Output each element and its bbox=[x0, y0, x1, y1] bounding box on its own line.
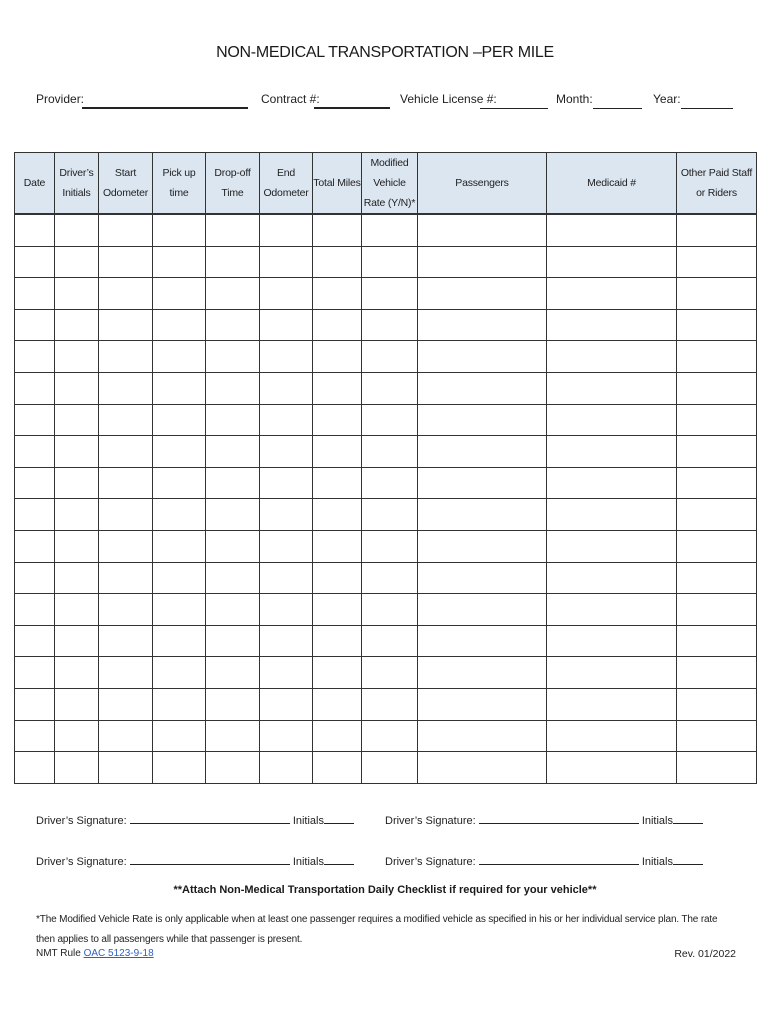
table-cell[interactable] bbox=[313, 625, 362, 657]
table-cell[interactable] bbox=[677, 372, 757, 404]
table-cell[interactable] bbox=[313, 372, 362, 404]
table-cell[interactable] bbox=[15, 562, 55, 594]
table-cell[interactable] bbox=[206, 309, 260, 341]
table-cell[interactable] bbox=[206, 246, 260, 278]
table-cell[interactable] bbox=[677, 246, 757, 278]
year-field[interactable] bbox=[681, 108, 733, 109]
table-cell[interactable] bbox=[153, 499, 206, 531]
provider-field[interactable] bbox=[82, 107, 248, 109]
table-cell[interactable] bbox=[313, 499, 362, 531]
table-cell[interactable] bbox=[677, 404, 757, 436]
table-cell[interactable] bbox=[418, 530, 547, 562]
table-cell[interactable] bbox=[206, 752, 260, 784]
table-cell[interactable] bbox=[153, 278, 206, 310]
table-cell[interactable] bbox=[15, 467, 55, 499]
table-cell[interactable] bbox=[15, 752, 55, 784]
table-cell[interactable] bbox=[99, 530, 153, 562]
table-cell[interactable] bbox=[313, 214, 362, 246]
column-header-passengers: Passengers bbox=[418, 153, 547, 215]
column-header-medicaid-number: Medicaid # bbox=[547, 153, 677, 215]
table-cell[interactable] bbox=[206, 372, 260, 404]
table-cell[interactable] bbox=[55, 341, 99, 373]
table-cell[interactable] bbox=[206, 562, 260, 594]
table-cell[interactable] bbox=[418, 499, 547, 531]
table-cell[interactable] bbox=[99, 688, 153, 720]
table-cell[interactable] bbox=[15, 625, 55, 657]
table-cell[interactable] bbox=[206, 278, 260, 310]
table-cell[interactable] bbox=[418, 214, 547, 246]
table-cell[interactable] bbox=[313, 657, 362, 689]
form-header-fields bbox=[0, 92, 770, 112]
table-cell[interactable] bbox=[362, 688, 418, 720]
table-cell[interactable] bbox=[55, 499, 99, 531]
table-cell[interactable] bbox=[260, 341, 313, 373]
table-cell[interactable] bbox=[313, 246, 362, 278]
table-cell[interactable] bbox=[677, 278, 757, 310]
table-cell[interactable] bbox=[260, 404, 313, 436]
year-label: Year: bbox=[653, 92, 681, 106]
table-cell[interactable] bbox=[677, 309, 757, 341]
table-cell[interactable] bbox=[547, 594, 677, 626]
trip-log-table bbox=[14, 152, 757, 784]
driver-signature-row-1-right bbox=[385, 813, 703, 827]
table-cell[interactable] bbox=[153, 657, 206, 689]
table-cell[interactable] bbox=[547, 214, 677, 246]
table-cell[interactable] bbox=[55, 404, 99, 436]
table-cell[interactable] bbox=[362, 752, 418, 784]
table-cell[interactable] bbox=[99, 467, 153, 499]
table-cell[interactable] bbox=[206, 341, 260, 373]
month-field[interactable] bbox=[593, 108, 642, 109]
column-header-end-odometer: End Odometer bbox=[260, 153, 313, 215]
table-cell[interactable] bbox=[206, 404, 260, 436]
table-cell[interactable] bbox=[362, 657, 418, 689]
table-cell[interactable] bbox=[677, 594, 757, 626]
driver-signature-row-2-left bbox=[36, 854, 354, 868]
table-header bbox=[15, 153, 757, 215]
table-cell[interactable] bbox=[547, 309, 677, 341]
table-cell[interactable] bbox=[362, 246, 418, 278]
table-cell[interactable] bbox=[55, 594, 99, 626]
initials-label: Initials bbox=[292, 815, 324, 827]
table-cell[interactable] bbox=[260, 530, 313, 562]
table-cell[interactable] bbox=[677, 657, 757, 689]
table-cell[interactable] bbox=[153, 530, 206, 562]
table-cell[interactable] bbox=[55, 372, 99, 404]
table-cell[interactable] bbox=[15, 309, 55, 341]
table-cell[interactable] bbox=[55, 214, 99, 246]
table-cell[interactable] bbox=[260, 467, 313, 499]
table-row bbox=[15, 436, 757, 468]
table-cell[interactable] bbox=[547, 530, 677, 562]
table-cell[interactable] bbox=[99, 752, 153, 784]
table-cell[interactable] bbox=[547, 657, 677, 689]
table-cell[interactable] bbox=[153, 562, 206, 594]
table-cell[interactable] bbox=[313, 752, 362, 784]
column-header-other-paid-staff: Other Paid Staff or Riders bbox=[677, 153, 757, 215]
table-cell[interactable] bbox=[547, 499, 677, 531]
table-cell[interactable] bbox=[99, 562, 153, 594]
table-cell[interactable] bbox=[677, 625, 757, 657]
table-cell[interactable] bbox=[418, 436, 547, 468]
table-cell[interactable] bbox=[260, 752, 313, 784]
table-cell[interactable] bbox=[362, 499, 418, 531]
table-cell[interactable] bbox=[55, 309, 99, 341]
table-cell[interactable] bbox=[99, 246, 153, 278]
table-cell[interactable] bbox=[55, 436, 99, 468]
driver-signature-field[interactable] bbox=[479, 854, 639, 865]
table-cell[interactable] bbox=[15, 688, 55, 720]
table-cell[interactable] bbox=[153, 625, 206, 657]
table-cell[interactable] bbox=[313, 404, 362, 436]
table-cell[interactable] bbox=[418, 341, 547, 373]
table-cell[interactable] bbox=[153, 436, 206, 468]
table-cell[interactable] bbox=[677, 720, 757, 752]
table-cell[interactable] bbox=[547, 720, 677, 752]
table-cell[interactable] bbox=[153, 214, 206, 246]
table-cell[interactable] bbox=[15, 372, 55, 404]
column-header-modified-vehicle-rate: Modified Vehicle Rate (Y/N)* bbox=[362, 153, 418, 215]
table-cell[interactable] bbox=[418, 404, 547, 436]
driver-signature-field[interactable] bbox=[479, 813, 639, 824]
table-cell[interactable] bbox=[313, 594, 362, 626]
table-cell[interactable] bbox=[55, 657, 99, 689]
table-cell[interactable] bbox=[99, 214, 153, 246]
table-cell[interactable] bbox=[677, 436, 757, 468]
table-cell[interactable] bbox=[418, 594, 547, 626]
table-cell[interactable] bbox=[260, 436, 313, 468]
table-row bbox=[15, 720, 757, 752]
table-cell[interactable] bbox=[55, 562, 99, 594]
table-cell[interactable] bbox=[55, 752, 99, 784]
table-cell[interactable] bbox=[260, 372, 313, 404]
table-cell[interactable] bbox=[313, 562, 362, 594]
initials-label: Initials bbox=[641, 815, 673, 827]
table-cell[interactable] bbox=[206, 625, 260, 657]
table-cell[interactable] bbox=[153, 309, 206, 341]
driver-signature-row-1-left bbox=[36, 813, 354, 827]
oac-rule-link[interactable]: OAC 5123-9-18 bbox=[83, 948, 154, 959]
driver-signature-field[interactable] bbox=[130, 854, 290, 865]
contract-field[interactable] bbox=[314, 107, 390, 109]
table-cell[interactable] bbox=[206, 214, 260, 246]
table-row bbox=[15, 246, 757, 278]
table-cell[interactable] bbox=[362, 436, 418, 468]
table-cell[interactable] bbox=[99, 404, 153, 436]
table-cell[interactable] bbox=[206, 720, 260, 752]
table-cell[interactable] bbox=[677, 467, 757, 499]
table-cell[interactable] bbox=[206, 530, 260, 562]
table-cell[interactable] bbox=[547, 688, 677, 720]
table-cell[interactable] bbox=[153, 688, 206, 720]
table-cell[interactable] bbox=[362, 530, 418, 562]
table-cell[interactable] bbox=[153, 752, 206, 784]
table-row bbox=[15, 404, 757, 436]
table-cell[interactable] bbox=[99, 594, 153, 626]
table-cell[interactable] bbox=[153, 404, 206, 436]
table-body bbox=[15, 214, 757, 783]
table-cell[interactable] bbox=[362, 625, 418, 657]
table-cell[interactable] bbox=[677, 341, 757, 373]
initials-label: Initials bbox=[292, 856, 324, 868]
revision-date: Rev. 01/2022 bbox=[674, 948, 736, 960]
table-cell[interactable] bbox=[15, 499, 55, 531]
driver-signature-label: Driver’s Signature: bbox=[36, 815, 127, 827]
table-row bbox=[15, 688, 757, 720]
table-cell[interactable] bbox=[260, 688, 313, 720]
table-cell[interactable] bbox=[55, 530, 99, 562]
initials-label: Initials bbox=[641, 856, 673, 868]
table-cell[interactable] bbox=[260, 214, 313, 246]
table-row bbox=[15, 214, 757, 246]
table-cell[interactable] bbox=[15, 530, 55, 562]
table-cell[interactable] bbox=[677, 562, 757, 594]
table-cell[interactable] bbox=[153, 720, 206, 752]
table-cell[interactable] bbox=[15, 657, 55, 689]
table-cell[interactable] bbox=[55, 688, 99, 720]
table-cell[interactable] bbox=[55, 467, 99, 499]
table-cell[interactable] bbox=[313, 467, 362, 499]
column-header-drop-off-time: Drop-off Time bbox=[206, 153, 260, 215]
table-cell[interactable] bbox=[206, 436, 260, 468]
table-cell[interactable] bbox=[362, 214, 418, 246]
table-cell[interactable] bbox=[15, 214, 55, 246]
table-cell[interactable] bbox=[55, 720, 99, 752]
table-row bbox=[15, 278, 757, 310]
table-row bbox=[15, 530, 757, 562]
initials-field[interactable] bbox=[324, 854, 354, 865]
table-cell[interactable] bbox=[15, 404, 55, 436]
table-cell[interactable] bbox=[15, 594, 55, 626]
table-cell[interactable] bbox=[260, 309, 313, 341]
table-cell[interactable] bbox=[153, 594, 206, 626]
initials-field[interactable] bbox=[673, 854, 703, 865]
table-cell[interactable] bbox=[677, 214, 757, 246]
table-cell[interactable] bbox=[547, 278, 677, 310]
form-title: NON-MEDICAL TRANSPORTATION –PER MILE bbox=[216, 44, 554, 61]
column-header-drivers-initials: Driver’s Initials bbox=[55, 153, 99, 215]
table-cell[interactable] bbox=[313, 341, 362, 373]
table-cell[interactable] bbox=[677, 499, 757, 531]
table-cell[interactable] bbox=[55, 278, 99, 310]
month-label: Month: bbox=[556, 92, 593, 106]
table-cell[interactable] bbox=[99, 499, 153, 531]
column-header-date: Date bbox=[15, 153, 55, 215]
driver-signature-label: Driver’s Signature: bbox=[385, 856, 476, 868]
table-cell[interactable] bbox=[260, 499, 313, 531]
nmt-rule-reference bbox=[36, 948, 154, 959]
table-cell[interactable] bbox=[418, 625, 547, 657]
table-cell[interactable] bbox=[313, 530, 362, 562]
table-cell[interactable] bbox=[547, 625, 677, 657]
table-cell[interactable] bbox=[99, 372, 153, 404]
table-cell[interactable] bbox=[418, 309, 547, 341]
table-row bbox=[15, 372, 757, 404]
table-cell[interactable] bbox=[313, 309, 362, 341]
table-cell[interactable] bbox=[547, 467, 677, 499]
table-cell[interactable] bbox=[362, 404, 418, 436]
table-cell[interactable] bbox=[362, 341, 418, 373]
table-row bbox=[15, 341, 757, 373]
table-cell[interactable] bbox=[260, 594, 313, 626]
table-row bbox=[15, 562, 757, 594]
table-row bbox=[15, 309, 757, 341]
table-cell[interactable] bbox=[260, 278, 313, 310]
driver-signature-label: Driver’s Signature: bbox=[36, 856, 127, 868]
table-cell[interactable] bbox=[99, 341, 153, 373]
table-cell[interactable] bbox=[677, 530, 757, 562]
table-cell[interactable] bbox=[260, 657, 313, 689]
table-cell[interactable] bbox=[153, 372, 206, 404]
table-cell[interactable] bbox=[99, 309, 153, 341]
table-row bbox=[15, 625, 757, 657]
table-cell[interactable] bbox=[418, 657, 547, 689]
table-cell[interactable] bbox=[15, 341, 55, 373]
table-cell[interactable] bbox=[99, 278, 153, 310]
table-cell[interactable] bbox=[362, 720, 418, 752]
table-cell[interactable] bbox=[362, 372, 418, 404]
table-cell[interactable] bbox=[547, 562, 677, 594]
table-row bbox=[15, 467, 757, 499]
table-cell[interactable] bbox=[260, 246, 313, 278]
table-row bbox=[15, 594, 757, 626]
table-cell[interactable] bbox=[15, 246, 55, 278]
contract-label: Contract #: bbox=[261, 92, 320, 106]
rule-prefix: NMT Rule bbox=[36, 948, 81, 959]
table-cell[interactable] bbox=[260, 720, 313, 752]
table-cell[interactable] bbox=[206, 688, 260, 720]
table-cell[interactable] bbox=[418, 246, 547, 278]
table-cell[interactable] bbox=[547, 404, 677, 436]
table-cell[interactable] bbox=[99, 720, 153, 752]
table-cell[interactable] bbox=[362, 467, 418, 499]
table-cell[interactable] bbox=[55, 625, 99, 657]
table-cell[interactable] bbox=[99, 436, 153, 468]
column-header-pick-up-time: Pick up time bbox=[153, 153, 206, 215]
table-cell[interactable] bbox=[99, 657, 153, 689]
driver-signature-field[interactable] bbox=[130, 813, 290, 824]
table-cell[interactable] bbox=[677, 688, 757, 720]
attach-checklist-note: **Attach Non-Medical Transportation Daily Checklist if required for your vehicle** bbox=[173, 884, 597, 896]
initials-field[interactable] bbox=[324, 813, 354, 824]
table-cell[interactable] bbox=[418, 688, 547, 720]
table-cell[interactable] bbox=[15, 720, 55, 752]
table-cell[interactable] bbox=[418, 562, 547, 594]
table-cell[interactable] bbox=[547, 752, 677, 784]
table-cell[interactable] bbox=[260, 625, 313, 657]
table-cell[interactable] bbox=[362, 594, 418, 626]
column-header-total-miles: Total Miles bbox=[313, 153, 362, 215]
provider-label: Provider: bbox=[36, 92, 85, 106]
table-cell[interactable] bbox=[55, 246, 99, 278]
table-cell[interactable] bbox=[362, 278, 418, 310]
driver-signature-label: Driver’s Signature: bbox=[385, 815, 476, 827]
table-cell[interactable] bbox=[313, 720, 362, 752]
table-cell[interactable] bbox=[153, 246, 206, 278]
table-cell[interactable] bbox=[99, 625, 153, 657]
vehicle-license-label: Vehicle License #: bbox=[400, 92, 497, 106]
table-cell[interactable] bbox=[206, 657, 260, 689]
table-cell[interactable] bbox=[418, 720, 547, 752]
table-cell[interactable] bbox=[153, 467, 206, 499]
table-cell[interactable] bbox=[418, 278, 547, 310]
table-cell[interactable] bbox=[547, 246, 677, 278]
table-header-row bbox=[15, 153, 757, 215]
modified-rate-footnote: *The Modified Vehicle Rate is only applicable when at least one passenger requires a modified vehicle as specified in his or her individual service plan. The rate then applies to all passengers while that passenger is present. bbox=[36, 914, 718, 945]
table-cell[interactable] bbox=[15, 436, 55, 468]
table-row bbox=[15, 752, 757, 784]
table-row bbox=[15, 657, 757, 689]
table-cell[interactable] bbox=[418, 372, 547, 404]
table-row bbox=[15, 499, 757, 531]
table-cell[interactable] bbox=[206, 467, 260, 499]
table-cell[interactable] bbox=[547, 372, 677, 404]
table-cell[interactable] bbox=[206, 594, 260, 626]
table-cell[interactable] bbox=[15, 278, 55, 310]
table-cell[interactable] bbox=[313, 436, 362, 468]
table-cell[interactable] bbox=[313, 688, 362, 720]
table-cell[interactable] bbox=[418, 752, 547, 784]
table-cell[interactable] bbox=[313, 278, 362, 310]
table-cell[interactable] bbox=[677, 752, 757, 784]
table-cell[interactable] bbox=[547, 436, 677, 468]
table-cell[interactable] bbox=[418, 467, 547, 499]
table-cell[interactable] bbox=[153, 341, 206, 373]
initials-field[interactable] bbox=[673, 813, 703, 824]
column-header-start-odometer: Start Odometer bbox=[99, 153, 153, 215]
table-cell[interactable] bbox=[547, 341, 677, 373]
table-cell[interactable] bbox=[206, 499, 260, 531]
table-cell[interactable] bbox=[362, 309, 418, 341]
table-cell[interactable] bbox=[260, 562, 313, 594]
driver-signature-row-2-right bbox=[385, 854, 703, 868]
vehicle-license-field[interactable] bbox=[480, 108, 548, 109]
table-cell[interactable] bbox=[362, 562, 418, 594]
